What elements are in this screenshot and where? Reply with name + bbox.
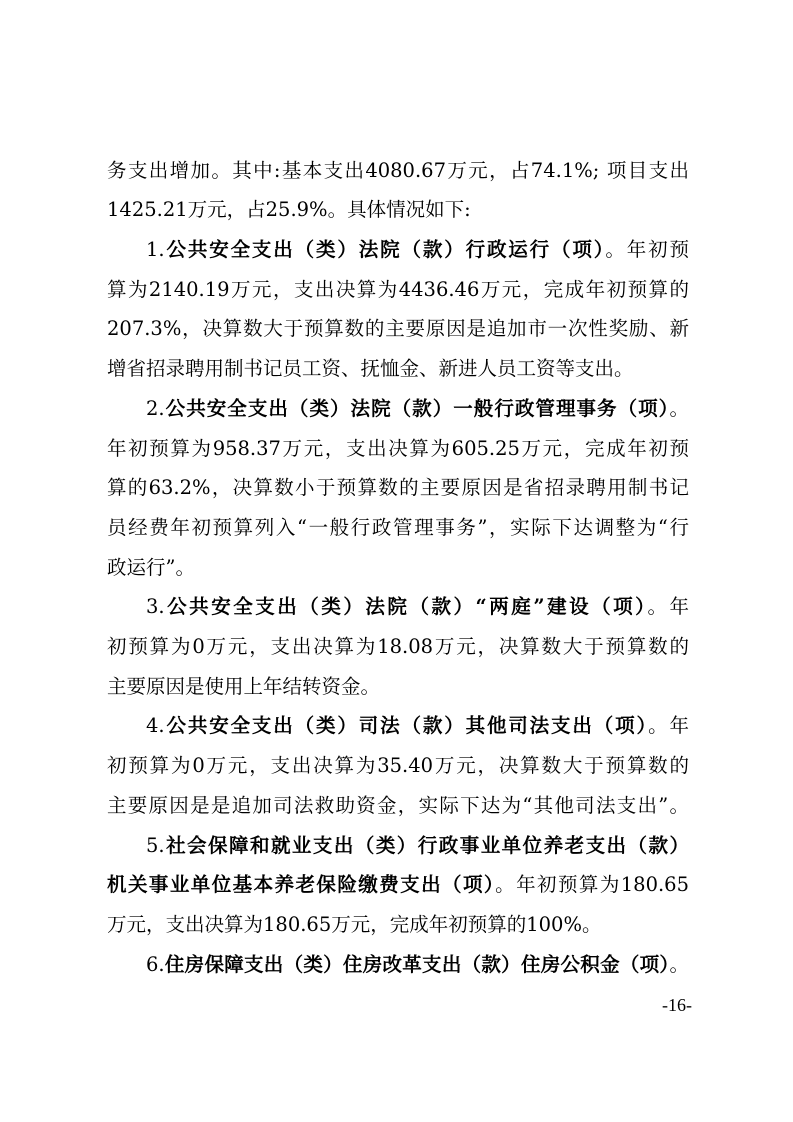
text-line: 算为2140.19万元，支出决算为4436.46万元，完成年初预算的 <box>107 278 689 301</box>
text-line: 初预算为0万元，支出决算为35.40万元，决算数大于预算数的 <box>107 754 689 777</box>
text-line: 初预算为0万元，支出决算为18.08万元，决算数大于预算数的 <box>107 635 689 658</box>
text-line: 员经费年初预算列入“一般行政管理事务”，实际下达调整为“行 <box>107 516 689 539</box>
text-line: 增省招录聘用制书记员工资、抚恤金、新进人员工资等支出。 <box>107 357 634 380</box>
text-line: 207.3%，决算数大于预算数的主要原因是追加市一次性奖励、新 <box>107 317 689 340</box>
item-1-heading: 1.公共安全支出（类）法院（款）行政运行（项）。年初预 <box>146 238 689 261</box>
text-line: 务支出增加。其中:基本支出4080.67万元，占74.1%; 项目支出 <box>107 159 689 182</box>
text-line: 年初预算为958.37万元，支出决算为605.25万元，完成年初预 <box>107 437 689 460</box>
item-3-heading: 3.公共安全支出（类）法院（款）“两庭”建设（项）。年 <box>146 595 689 618</box>
text-line: 主要原因是使用上年结转资金。 <box>107 675 381 698</box>
item-2-heading: 2.公共安全支出（类）法院（款）一般行政管理事务（项）。 <box>146 397 689 420</box>
item-6-heading: 6.住房保障支出（类）住房改革支出（款）住房公积金（项）。 <box>146 953 689 976</box>
text-line: 1425.21万元，占25.9%。具体情况如下: <box>107 198 471 221</box>
page-number: -16- <box>662 995 692 1015</box>
text-line: 主要原因是是追加司法救助资金，实际下达为“其他司法支出”。 <box>107 794 689 817</box>
text-line: 万元，支出决算为180.65万元，完成年初预算的100%。 <box>107 913 602 936</box>
text-line: 算的63.2%，决算数小于预算数的主要原因是省招录聘用制书记 <box>107 476 689 499</box>
text-line: 机关事业单位基本养老保险缴费支出（项）。年初预算为180.65 <box>107 873 689 896</box>
text-line: 政运行”。 <box>107 556 195 579</box>
item-5-heading: 5.社会保障和就业支出（类）行政事业单位养老支出（款） <box>146 834 689 857</box>
item-4-heading: 4.公共安全支出（类）司法（款）其他司法支出（项）。年 <box>146 714 689 737</box>
